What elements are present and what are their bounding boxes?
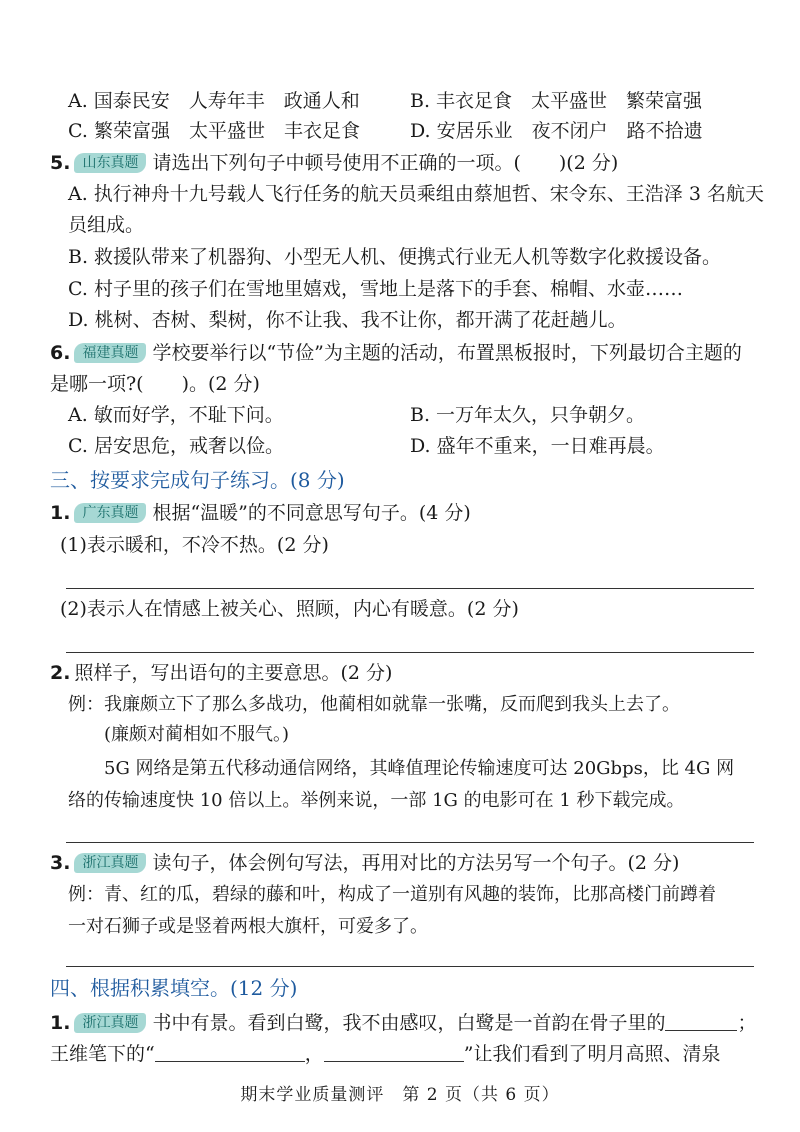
q5-option-a-continued: 员组成。 bbox=[68, 214, 145, 236]
punctuation: ， bbox=[304, 1043, 324, 1065]
question-text: 学校要举行以“节俭”为主题的活动，布置黑板报时，下列最切合主题的 bbox=[152, 342, 742, 364]
answer-line[interactable] bbox=[66, 588, 754, 589]
page-footer: 期末学业质量测评 第 2 页（共 6 页） bbox=[240, 1085, 560, 1105]
s4q1-line-2 bbox=[50, 1041, 720, 1067]
q6-option-d[interactable]: D. 盛年不重来，一日难再晨。 bbox=[410, 435, 665, 457]
s4q1-line-1 bbox=[50, 1010, 756, 1036]
s3q2-passage-continued: 络的传输速度快 10 倍以上。举例来说，一部 1G 的电影可在 1 秒下载完成。 bbox=[68, 790, 685, 811]
s3q3-example-continued: 一对石狮子或是竖着两根大旗杆，可爱多了。 bbox=[68, 916, 428, 937]
s3q1-stem bbox=[50, 500, 471, 526]
s3q3-example: 例：青、红的瓜，碧绿的藤和叶，构成了一道别有风趣的装饰，比那高楼门前蹲着 bbox=[68, 884, 716, 905]
fill-blank[interactable] bbox=[665, 1010, 737, 1031]
q5-stem bbox=[50, 150, 618, 176]
source-tag: 福建真题 bbox=[74, 343, 146, 363]
s3q2-passage: 5G 网络是第五代移动通信网络，其峰值理论传输速度可达 20Gbps，比 4G 网 bbox=[104, 758, 735, 779]
question-text: 王维笔下的“ bbox=[50, 1043, 155, 1065]
q5-option-a[interactable]: A. 执行神舟十九号载人飞行任务的航天员乘组由蔡旭哲、宋令东、王浩泽 3 名航天 bbox=[68, 183, 764, 205]
question-number: 6. bbox=[50, 342, 71, 364]
question-number: 3. bbox=[50, 852, 71, 874]
q4-option-b[interactable]: B. 丰衣足食 太平盛世 繁荣富强 bbox=[410, 90, 703, 112]
question-text: ”让我们看到了明月高照、清泉 bbox=[463, 1043, 721, 1065]
punctuation: ； bbox=[737, 1012, 757, 1034]
q4-option-d[interactable]: D. 安居乐业 夜不闭户 路不拾遗 bbox=[410, 120, 703, 142]
answer-line[interactable] bbox=[66, 842, 754, 843]
s3q1-part-1: (1)表示暖和，不冷不热。(2 分) bbox=[60, 534, 329, 556]
question-text: 读句子，体会例句写法，再用对比的方法另写一个句子。(2 分) bbox=[152, 852, 680, 874]
s3q3-stem bbox=[50, 850, 679, 876]
source-tag: 广东真题 bbox=[74, 503, 146, 523]
section-points: (12 分) bbox=[230, 976, 298, 1000]
source-tag: 山东真题 bbox=[74, 153, 146, 173]
question-text: 根据“温暖”的不同意思写句子。(4 分) bbox=[152, 502, 471, 524]
q4-option-c[interactable]: C. 繁荣富强 太平盛世 丰衣足食 bbox=[68, 120, 360, 142]
answer-line[interactable] bbox=[66, 652, 754, 653]
section-4-heading bbox=[50, 974, 297, 1002]
s3q2-example-answer: (廉颇对蔺相如不服气。) bbox=[104, 724, 290, 745]
question-number: 2. bbox=[50, 662, 71, 684]
answer-line[interactable] bbox=[66, 966, 754, 967]
question-text: 书中有景。看到白鹭，我不由感叹，白鹭是一首韵在骨子里的 bbox=[152, 1012, 666, 1034]
question-number: 1. bbox=[50, 502, 71, 524]
source-tag: 浙江真题 bbox=[74, 1013, 146, 1033]
section-3-heading bbox=[50, 466, 345, 494]
q6-stem bbox=[50, 340, 742, 366]
s3q2-example: 例：我廉颇立下了那么多战功，他蔺相如就靠一张嘴，反而爬到我头上去了。 bbox=[68, 694, 680, 715]
q5-option-b[interactable]: B. 救援队带来了机器狗、小型无人机、便携式行业无人机等数字化救援设备。 bbox=[68, 246, 722, 268]
question-text: 请选出下列句子中顿号使用不正确的一项。( )(2 分) bbox=[152, 152, 619, 174]
q5-option-c[interactable]: C. 村子里的孩子们在雪地里嬉戏，雪地上是落下的手套、棉帽、水壶…… bbox=[68, 278, 683, 300]
q5-option-d[interactable]: D. 桃树、杏树、梨树，你不让我、我不让你，都开满了花赶趟儿。 bbox=[68, 309, 627, 331]
q6-option-a[interactable]: A. 敏而好学，不耻下问。 bbox=[68, 404, 284, 426]
fill-blank[interactable] bbox=[155, 1041, 305, 1062]
q6-stem-continued: 是哪一项?( )。(2 分) bbox=[50, 373, 260, 395]
question-text: 照样子，写出语句的主要意思。(2 分) bbox=[74, 662, 393, 684]
section-title: 三、按要求完成句子练习。 bbox=[50, 468, 290, 492]
q6-option-c[interactable]: C. 居安思危，戒奢以俭。 bbox=[68, 435, 284, 457]
s3q2-stem bbox=[50, 660, 392, 686]
question-number: 5. bbox=[50, 152, 71, 174]
section-title: 四、根据积累填空。 bbox=[50, 976, 230, 1000]
question-number: 1. bbox=[50, 1012, 71, 1034]
section-points: (8 分) bbox=[290, 468, 345, 492]
s3q1-part-2: (2)表示人在情感上被关心、照顾，内心有暖意。(2 分) bbox=[60, 598, 519, 620]
fill-blank[interactable] bbox=[324, 1041, 464, 1062]
source-tag: 浙江真题 bbox=[74, 853, 146, 873]
q4-option-a[interactable]: A. 国泰民安 人寿年丰 政通人和 bbox=[68, 90, 360, 112]
q6-option-b[interactable]: B. 一万年太久，只争朝夕。 bbox=[410, 404, 646, 426]
